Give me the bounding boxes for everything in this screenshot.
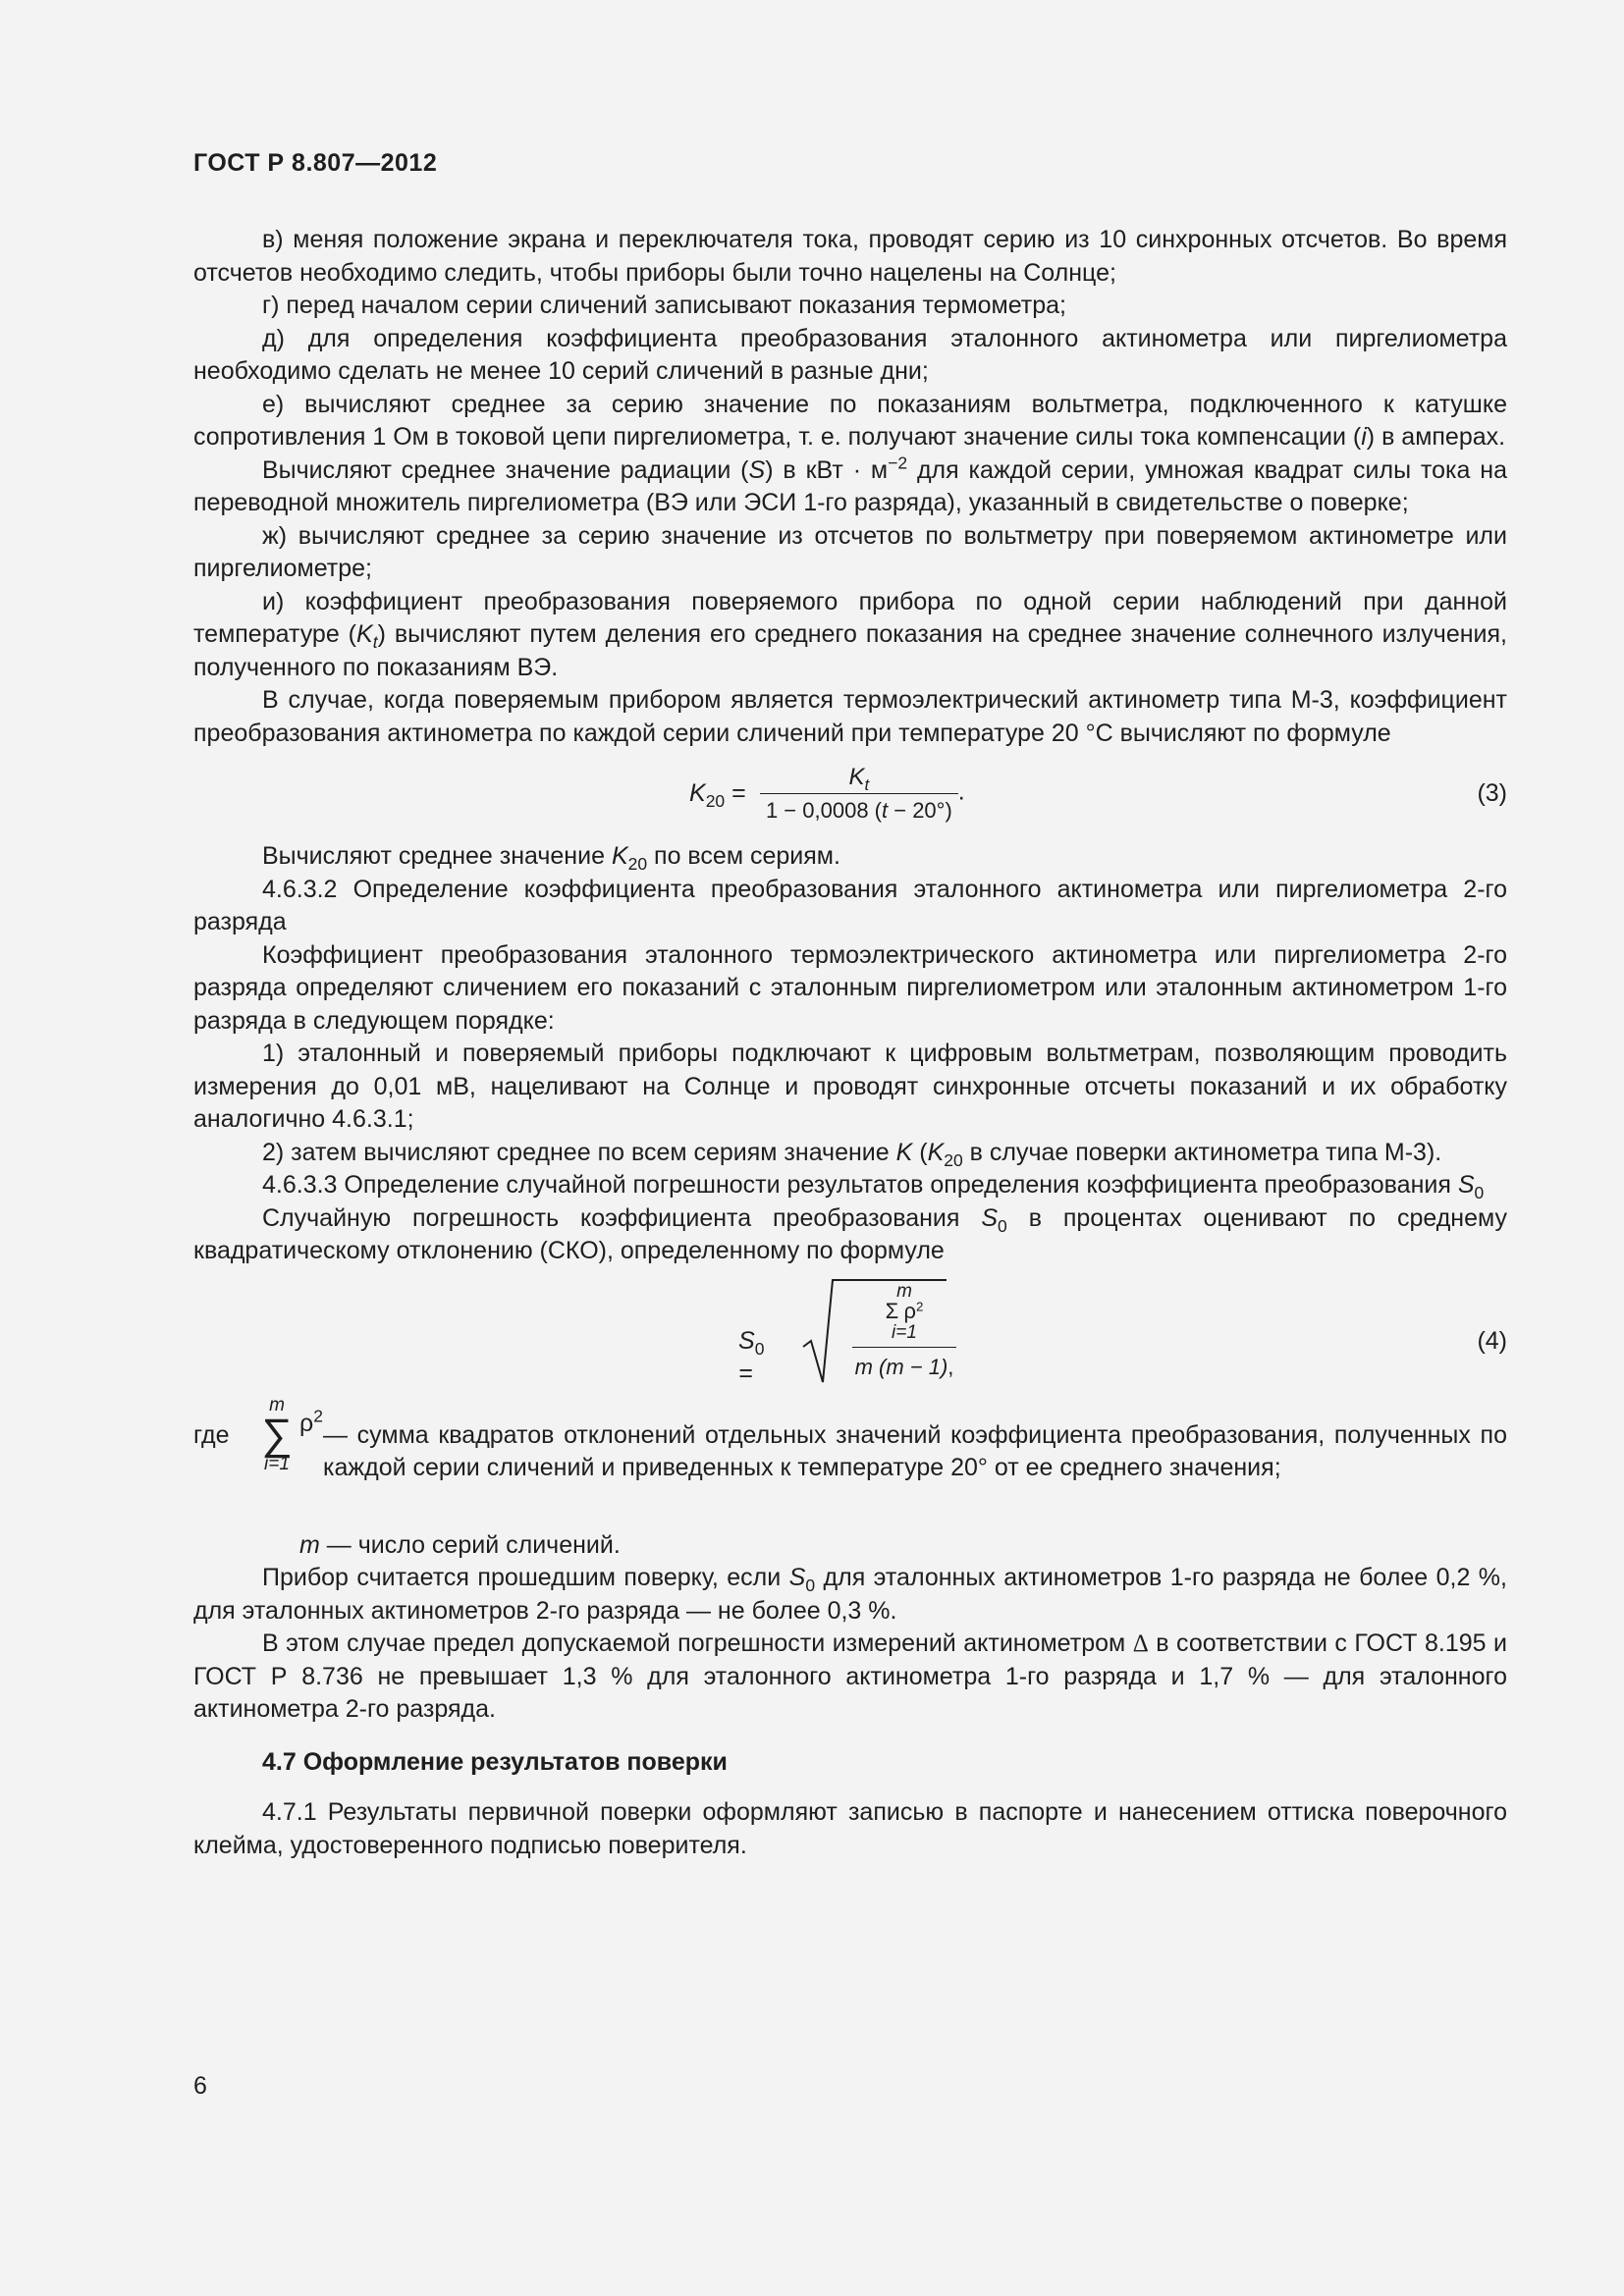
paragraph-v: в) меняя положение экрана и переключателя тока, проводят серию из 10 синхронных отсчетов. Во время отсчетов необходимо следить, чтобы приборы были точно нацелены на Солнце; <box>193 226 1507 287</box>
formula-3-denominator: 1 − 0,0008 (t − 20°) <box>765 798 952 823</box>
formula-4 <box>193 1276 1507 1386</box>
paragraph-i: и) коэффициент преобразования поверяемого прибора по одной серии наблюдений при данной температуре $(K_t)$ вычисляют путем деления его среднего показания на среднее значение солнечного излучения, полученного по показаниям ВЭ. <box>193 587 1507 681</box>
paragraph-step1: 1) эталонный и поверяемый приборы подключают к цифровым вольтметрам, позволяющим проводить измерения до 0,01 мВ, нацеливают на Солнце и проводят синхронные отсчеты показаний и их обработку аналогично 4.6.3.1; <box>193 1040 1507 1133</box>
formula-3-expression: $K_{20}$ = $\frac{K_t}{1 - 0,0008 (t - 20^\circ)}$ . <box>689 764 965 823</box>
paragraph-d: д) для определения коэффициента преобразования эталонного актинометра или пиргелиометра необходимо сделать не менее 10 серий сличений в разные дни; <box>193 324 1507 385</box>
paragraph-random-error: Случайную погрешность коэффициента преобразования $S_0$ в процентах оценивают по среднему квадратическому отклонению (СКО), определенному по формуле <box>193 1203 1507 1264</box>
formula-3 <box>193 764 1507 830</box>
paragraph-limit: В этом случае предел допускаемой погрешности измерений актинометром Δ в соответствии с ГОСТ 8.195 и ГОСТ Р 8.736 не превышает 1,3 % для эталонного актинометра 1-го разряда и 1,7 % — для эталонного актинометра 2-го разряда. <box>193 1629 1507 1723</box>
section-4-6-3-3: 4.6.3.3 Определение случайной погрешности результатов определения коэффициента преобразования $S_0$ <box>262 1171 1485 1203</box>
formula-4-numerator: m Σ $\rho^2$ i=1 <box>885 1280 924 1343</box>
formula-3-number: (3) <box>1477 779 1507 807</box>
where-label: где <box>193 1420 230 1449</box>
page-number: 6 <box>193 2072 207 2100</box>
page-content <box>193 224 1507 1862</box>
paragraph-coef2: Коэффициент преобразования эталонного термоэлектрического актинометра или пиргелиометра 2-го разряда определяют сличением его показаний с эталонным пиргелиометром или эталонным актинометром 1-го разряда в следующем порядке: <box>193 940 1507 1035</box>
document-header: ГОСТ Р 8.807—2012 <box>193 149 438 177</box>
section-4-6-3-2: 4.6.3.2 Определение коэффициента преобразования эталонного актинометра или пиргелиометра 2-го разряда <box>193 875 1507 935</box>
formula-4-lhs: $S_0$ = <box>738 1326 765 1387</box>
formula-4-number: (4) <box>1477 1326 1507 1355</box>
formula-4-fraction <box>852 1282 956 1384</box>
fraction-bar <box>852 1347 956 1348</box>
formula-3-numerator: $K_t$ <box>760 764 958 794</box>
where-definitions <box>193 1396 1507 1529</box>
paragraph-e: е) вычисляют среднее за серию значение по показаниям вольтметра, подключенного к катушке сопротивления 1 Ом в токовой цепи пиргелиометра, т. е. получают значение силы тока компенсации (i) в амперах. <box>193 390 1507 451</box>
paragraph-radiation: Вычисляют среднее значение радиации (S) в кВт · $м^{-2}$ для каждой серии, умножая квадрат силы тока на переводной множитель пиргелиометра (ВЭ или ЭСИ 1-го разряда), указанный в свидетельстве о поверке; <box>193 452 1507 516</box>
paragraph-average: Вычисляют среднее значение $K_{20}$ по всем сериям. <box>262 842 840 875</box>
formula-3-fraction <box>760 764 958 825</box>
where-m-definition: m — число серий сличений. <box>299 1530 621 1559</box>
where-sum-symbol: m ∑ i=1 $\rho^2$ <box>261 1394 323 1474</box>
paragraph-g: г) перед началом серии сличений записывают показания термометра; <box>262 292 1067 319</box>
paragraph-pass: Прибор считается прошедшим поверку, если $S_0$ для эталонных актинометров 1-го разряда не более 0,2 %, для эталонных актинометров 2-го разряда — не более 0,3 %. <box>193 1564 1507 1625</box>
where-sum-description: — сумма квадратов отклонений отдельных значений коэффициента преобразования, полученных по каждой серии сличений и приведенных к температуре 20° от ее среднего значения; <box>323 1420 1507 1481</box>
paragraph-m3: В случае, когда поверяемым прибором является термоэлектрический актинометр типа М-3, коэффициент преобразования актинометра по каждой серии сличений при температуре 20 °С вычисляют по формуле <box>193 686 1507 747</box>
paragraph-4-7-1: 4.7.1 Результаты первичной поверки оформляют записью в паспорте и нанесением оттиска поверочного клейма, удостоверенного подписью поверителя. <box>193 1798 1507 1859</box>
section-4-7-title: 4.7 Оформление результатов поверки <box>262 1747 728 1776</box>
formula-3-lhs: $K_{20}$ = <box>689 779 746 812</box>
paragraph-zh: ж) вычисляют среднее за серию значение из отсчетов по вольтметру при поверяемом актинометре или пиргелиометре; <box>193 521 1507 582</box>
formula-4-radical <box>801 1276 1164 1386</box>
paragraph-step2: 2) затем вычисляют среднее по всем сериям значение K ($K_{20}$ в случае поверки актинометра типа М-3). <box>262 1138 1442 1170</box>
formula-4-denominator: m (m − 1), <box>854 1354 954 1379</box>
